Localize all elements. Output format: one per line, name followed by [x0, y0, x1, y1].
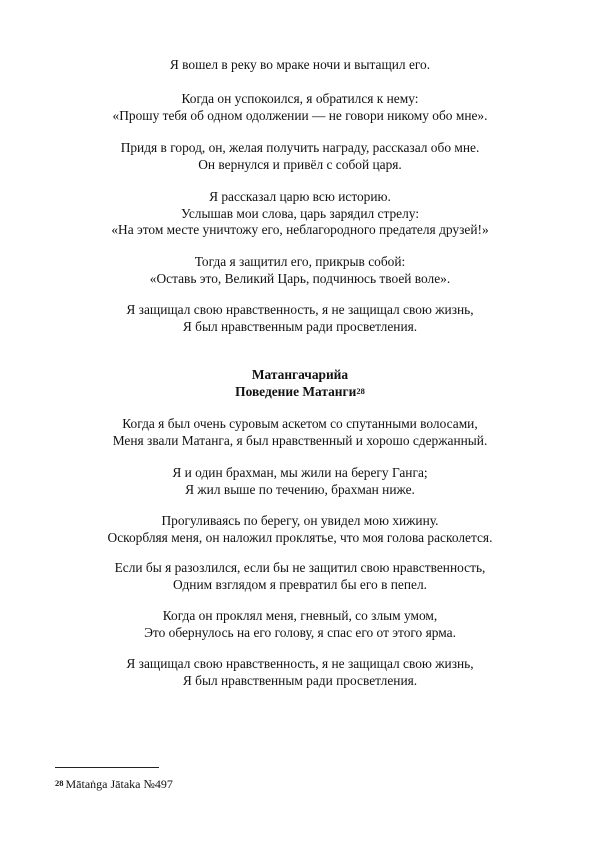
- verse-line: Когда он проклял меня, гневный, со злым умом,: [162, 608, 438, 623]
- verse-line: Я защищал свою нравственность, я не защищал свою жизнь,: [126, 302, 474, 317]
- verse-line: Я был нравственным ради просветления.: [182, 672, 418, 688]
- verse-line: «На этом месте уничтожу его, неблагородного предателя друзей!»: [111, 222, 489, 237]
- stanza: [40, 302, 560, 335]
- verse-line: Он вернулся и привёл с собой царя.: [198, 156, 402, 172]
- verse-line: Это обернулось на его голову, я спас его от этого ярма.: [144, 624, 456, 640]
- stanza: [40, 254, 560, 287]
- stanza: [40, 91, 560, 124]
- verse-line: Когда я был очень суровым аскетом со спутанными волосами,: [122, 416, 478, 431]
- stanza: [40, 57, 560, 74]
- verse-line: Я рассказал царю всю историю.: [209, 189, 391, 204]
- section-title-text: Матангачарийа: [251, 367, 349, 382]
- stanza: [40, 560, 560, 593]
- verse-line: Если бы я разозлился, если бы не защитил свою нравственность,: [114, 560, 486, 575]
- verse-line: Тогда я защитил его, прикрыв собой:: [194, 254, 406, 269]
- verse-line: Я был нравственным ради просветления.: [182, 318, 418, 334]
- verse-line: Меня звали Матанга, я был нравственный и хорошо сдержанный.: [112, 432, 488, 448]
- verse-line: Придя в город, он, желая получить награду, рассказал обо мне.: [120, 140, 480, 155]
- section-title: [40, 367, 560, 400]
- verse-line: «Оставь это, Великий Царь, подчинюсь твоей воле».: [149, 270, 451, 286]
- footnote-text: Mātaṅga Jātaka №497: [65, 777, 173, 791]
- section-subtitle-text: Поведение Матанги: [235, 383, 357, 399]
- verse-line: Я вошел в реку во мраке ночи и вытащил его.: [169, 57, 431, 72]
- verse-line: Я защищал свою нравственность, я не защищал свою жизнь,: [126, 656, 474, 671]
- stanza: [40, 656, 560, 689]
- verse-line: Когда он успокоился, я обратился к нему:: [181, 91, 419, 106]
- stanza: [40, 465, 560, 498]
- stanza: [40, 513, 560, 546]
- verse-line: «Прошу тебя об одном одолжении — не говори никому обо мне».: [112, 107, 488, 123]
- footnote: [55, 777, 173, 791]
- verse-line: Оскорбляя меня, он наложил проклятье, что моя голова расколется.: [107, 529, 493, 545]
- section-subtitle: [40, 384, 560, 401]
- verse-line: Прогуливаясь по берегу, он увидел мою хижину.: [161, 513, 439, 528]
- footnote-reference[interactable]: 28: [356, 385, 365, 396]
- verse-line: Я жил выше по течению, брахман ниже.: [185, 481, 415, 497]
- stanza: [40, 608, 560, 641]
- stanza: [40, 189, 560, 239]
- verse-line: Я и один брахман, мы жили на берегу Ганга;: [172, 465, 428, 480]
- verse-line: Услышав мои слова, царь зарядил стрелу:: [180, 205, 420, 221]
- footnote-number: 28: [55, 778, 64, 788]
- stanza: [40, 416, 560, 449]
- verse-line: Одним взглядом я превратил бы его в пепел.: [173, 576, 427, 592]
- footnote-divider: [55, 767, 159, 768]
- stanza: [40, 140, 560, 173]
